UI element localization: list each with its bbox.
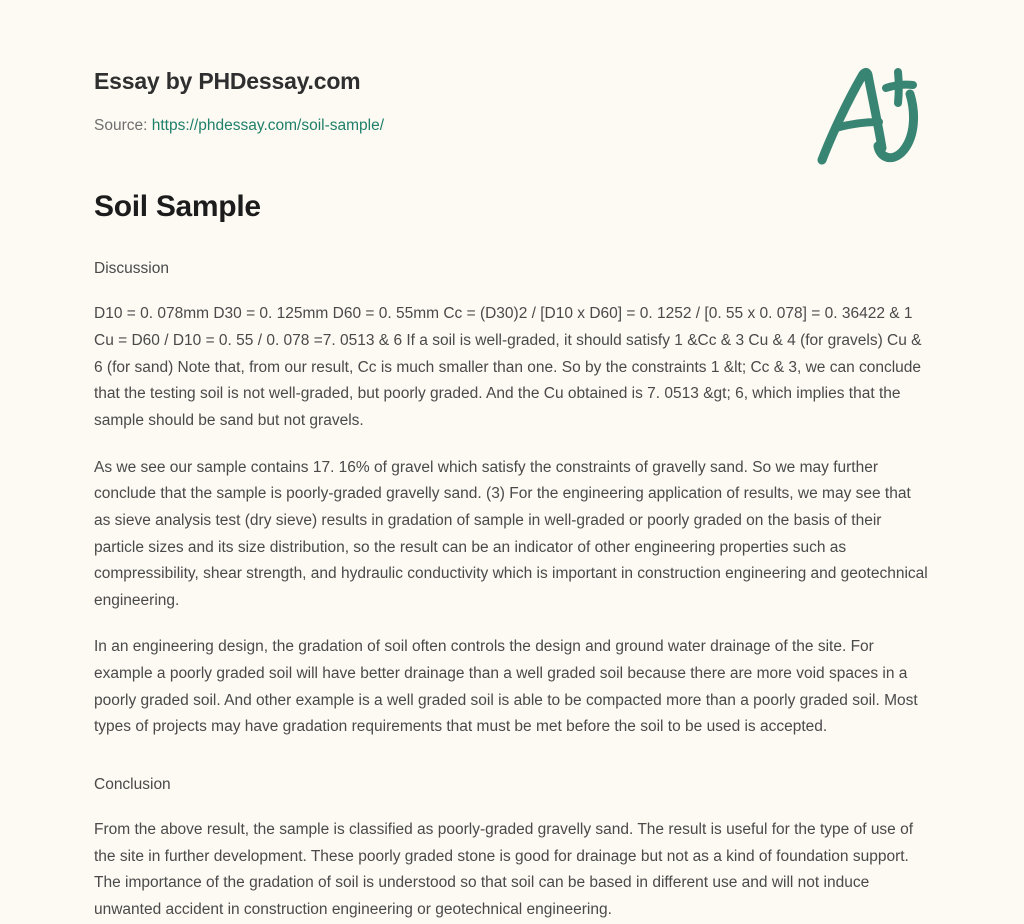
source-label: Source: xyxy=(94,116,148,134)
section-label-discussion: Discussion xyxy=(94,260,169,278)
paragraph: D10 = 0. 078mm D30 = 0. 125mm D60 = 0. 55mm Cc = (D30)2 / [D10 x D60] = 0. 1252 / [0. 55 x 0. 078] = 0. 36422 & 1 Cu = D60 / D10 = 0. 55 / 0. 078 =7. 0513 & 6 If a soil is well-graded, it should satisfy 1 &Cc & 3 Cu & 4 (for gravels) Cu & 6 (for sand) Note that, from our result, Cc is much smaller than one. So by the constraints 1 &lt; Cc & 3, we can conclude that the testing soil is not well-graded, but poorly graded. And the Cu obtained is 7. 0513 &gt; 6, which implies that the sample should be sand but not gravels. xyxy=(94,305,922,429)
article-body xyxy=(94,136,930,924)
page-header xyxy=(94,0,930,136)
source-line xyxy=(94,116,930,136)
paragraph: From the above result, the sample is classified as poorly-graded gravelly sand. The result is useful for the type of use of the site in further development. These poorly graded stone is good for drainage but not as a kind of foundation support. The importance of the gradation of soil is understood so that soil can be based in different use and will not induce unwanted accident in construction engineering or geotechnical engineering. xyxy=(94,821,914,919)
brand-title: Essay by PHDessay.com xyxy=(94,68,361,94)
section-label-conclusion: Conclusion xyxy=(94,776,171,794)
paragraph: As we see our sample contains 17. 16% of gravel which satisfy the constraints of gravelly sand. So we may further conclude that the sample is poorly-graded gravelly sand. (3) For the engineering application of results, we may see that as sieve analysis test (dry sieve) results in gradation of sample in well-graded or poorly graded on the basis of their particle sizes and its size distribution, so the result can be an indicator of other engineering properties such as compressibility, shear strength, and hydraulic conductivity which is important in construction engineering and geotechnical engineering. xyxy=(94,458,928,609)
page-title: Soil Sample xyxy=(94,189,261,223)
source-url-link[interactable]: https://phdessay.com/soil-sample/ xyxy=(151,116,385,134)
paragraph: In an engineering design, the gradation of soil often controls the design and ground water drainage of the site. For example a poorly graded soil will have better drainage than a well graded soil because there are more void spaces in a poorly graded soil. And other example is a well graded soil is able to be compacted more than a poorly graded soil. Most types of projects may have gradation requirements that must be met before the soil to be used is accepted. xyxy=(94,638,918,736)
